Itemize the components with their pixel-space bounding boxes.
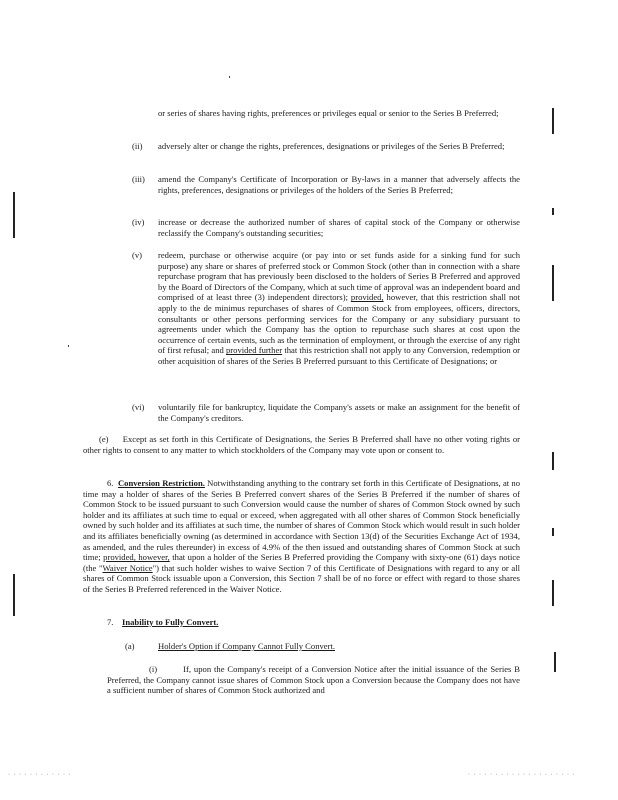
- section-6: 6. Conversion Restriction. Notwithstanding anything to the contrary set forth in this Certificate of Designations, at no time may a holder of shares of the Series B Preferred convert shares of the Series B Preferred if the number of shares of Common Stock to be issued pursuant to such Conversion would cause the number of shares of Common Stock owned by such holder and its affiliates at such time to equal or exceed, when aggregated with all other shares of Common Stock beneficially owned by such holder and its affiliates at such time, the number of shares of Common Stock which would result in such holder and its affiliates beneficially owning (as determined in accordance with Section 13(d) of the Securities Exchange Act of 1934, as amended, and the rules thereunder) in excess of 4.9% of the then issued and outstanding shares of Common Stock at such time; provided, however, that upon a holder of the Series B Preferred providing the Company with sixty-one (61) days notice (the "Waiver Notice") that such holder wishes to waive Section 7 of this Certificate of Designations with regard to any or all shares of Common Stock issuable upon a Conversion, this Section 7 shall be of no force or effect with regard to those shares of the Series B Preferred referenced in the Waiver Notice.: [83, 478, 521, 594]
- clause-iii-text: amend the Company's Certificate of Incorporation or By-laws in a manner that adversely affects the rights, preferences, designations or privileges of the holders of the Series B Preferred;: [158, 174, 520, 195]
- scan-speck: [229, 76, 230, 78]
- clause-iv-text: increase or decrease the authorized number of shares of capital stock of the Company or otherwise reclassify the Company's outstanding securities;: [158, 217, 520, 238]
- section-7-heading: Inability to Fully Convert.: [122, 617, 219, 627]
- margin-mark: [552, 528, 554, 536]
- scan-dots: · · · · · · · · · · · ·: [8, 772, 72, 778]
- scan-dots: · · · · · · · · · · · · · · · · · · · ·: [468, 772, 576, 778]
- clause-v-text: redeem, purchase or otherwise acquire (or pay into or set funds aside for a sinking fund for such purpose) any share or shares of preferred stock or Common Stock (other than in connection with a share repurchase program that has previously been disclosed to the holders of Series B Preferred and approved by the Board of Directors of the Company, which at such time of approval was an independent board and comprised of at least three (3) independent directors); provided, however, that this restriction shall not apply to the de minimus repurchases of shares of Common Stock from employees, officers, directors, consultants or other persons performing services for the Company or any subsidiary pursuant to agreements under which the Company has the option to repurchase such shares at cost upon the occurrence of certain events, such as the termination of employment, or through the exercise of any right of first refusal; and provided further that this restriction shall not apply to any Conversion, redemption or other acquisition of shares of the Series B Preferred pursuant to this Certificate of Designations; or: [158, 250, 520, 366]
- margin-mark: [552, 452, 554, 470]
- provided-however-term: provided, however,: [103, 552, 170, 563]
- clause-vi-label: (vi): [132, 402, 145, 412]
- margin-mark: [552, 580, 554, 606]
- para-7a-label: (a): [125, 641, 135, 651]
- paragraph-e: (e) Except as set forth in this Certificate of Designations, the Series B Preferred shall have no other voting rights or other rights to consent to any matter to which stockholders of the Company may vote upon or consent to.: [83, 434, 520, 455]
- section-6-heading: Conversion Restriction.: [117, 478, 205, 488]
- clause-iii-label: (iii): [132, 174, 145, 184]
- margin-mark: [13, 192, 15, 238]
- para-7a-i: (i) If, upon the Company's receipt of a Conversion Notice after the initial issuance of the Series B Preferred, the Company cannot issue shares of Common Stock upon a Conversion because the Company does not have a sufficient number of shares of Common Stock authorized and: [107, 664, 520, 696]
- margin-mark: [13, 574, 15, 616]
- margin-mark: [552, 108, 554, 134]
- clause-continuation: or series of shares having rights, preferences or privileges equal or senior to the Series B Preferred;: [158, 108, 499, 118]
- margin-mark: [552, 208, 554, 215]
- scan-speck: [68, 345, 69, 347]
- clause-v-label: (v): [132, 250, 143, 260]
- margin-mark: [554, 652, 556, 672]
- provided-further-term: provided further: [226, 345, 283, 356]
- clause-ii-text: adversely alter or change the rights, preferences, designations or privileges of the Series B Preferred;: [158, 141, 505, 151]
- clause-ii-label: (ii): [132, 141, 143, 151]
- provided-term: provided,: [350, 292, 384, 303]
- clause-iv-label: (iv): [132, 217, 145, 227]
- section-7-number: 7.: [107, 617, 114, 627]
- clause-vi-text: voluntarily file for bankruptcy, liquidate the Company's assets or make an assignment for the benefit of the Company's creditors.: [158, 402, 520, 423]
- margin-mark: [552, 265, 554, 301]
- para-7a-heading: Holder's Option if Company Cannot Fully Convert.: [158, 641, 335, 651]
- waiver-notice-term: Waiver Notice: [102, 562, 153, 573]
